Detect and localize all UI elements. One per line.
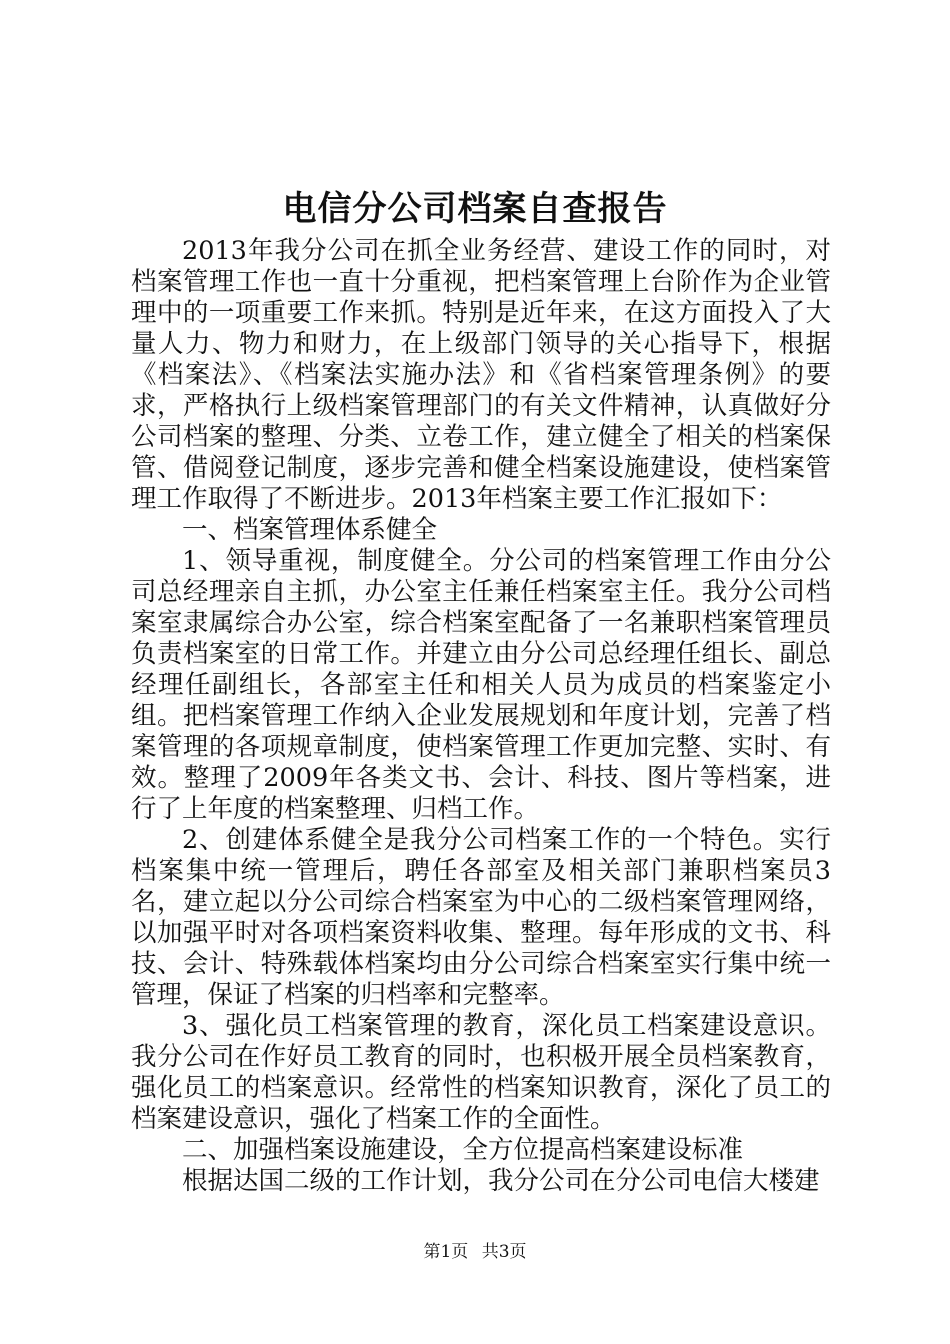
paragraph-section-2: 根据达国二级的工作计划，我分公司在分公司电信大楼建 [182,1166,820,1196]
page-number: 第1页 [423,1242,469,1262]
page-footer [0,1240,950,1264]
paragraph-item-3: 3、强化员工档案管理的教育，深化员工档案建设意识。我分公司在作好员工教育的同时，也积极开展全员档案教育，强化员工的档案意识。经常性的档案知识教育，深化了员工的档案建设意识，强化了档案工作的全面性。 [131,1011,831,1134]
paragraph-item-2: 2、创建体系健全是我分公司档案工作的一个特色。实行档案集中统一管理后，聘任各部室及相关部门兼职档案员3名，建立起以分公司综合档案室为中心的二级档案管理网络，以加强平时对各项档案资料收集、整理。每年形成的文书、科技、会计、特殊载体档案均由分公司综合档案室实行集中统一管理，保证了档案的归档率和完整率。 [131,825,831,1010]
paragraph-intro: 2013年我分公司在抓全业务经营、建设工作的同时，对档案管理工作也一直十分重视，把档案管理上台阶作为企业管理中的一项重要工作来抓。特别是近年来，在这方面投入了大量人力、物力和财力，在上级部门领导的关心指导下，根据《档案法》、《档案法实施办法》和《省档案管理条例》的要求，严格执行上级档案管理部门的有关文件精神，认真做好分公司档案的整理、分类、立卷工作，建立健全了相关的档案保管、借阅登记制度，逐步完善和健全档案设施建设，使档案管理工作取得了不断进步。2013年档案主要工作汇报如下： [131,236,831,514]
section-heading-2: 二、加强档案设施建设，全方位提高档案建设标准 [182,1135,744,1165]
document-title: 电信分公司档案自查报告 [282,189,668,229]
section-heading-1: 一、档案管理体系健全 [182,515,438,545]
paragraph-item-1: 1、领导重视，制度健全。分公司的档案管理工作由分公司总经理亲自主抓，办公室主任兼任档案室主任。我分公司档案室隶属综合办公室，综合档案室配备了一名兼职档案管理员负责档案室的日常工作。并建立由分公司总经理任组长、副总经理任副组长，各部室主任和相关人员为成员的档案鉴定小组。把档案管理工作纳入企业发展规划和年度计划，完善了档案管理的各项规章制度，使档案管理工作更加完整、实时、有效。整理了2009年各类文书、会计、科技、图片等档案，进行了上年度的档案整理、归档工作。 [131,546,831,824]
document-body [131,236,831,1197]
page-total: 共3页 [481,1242,527,1262]
